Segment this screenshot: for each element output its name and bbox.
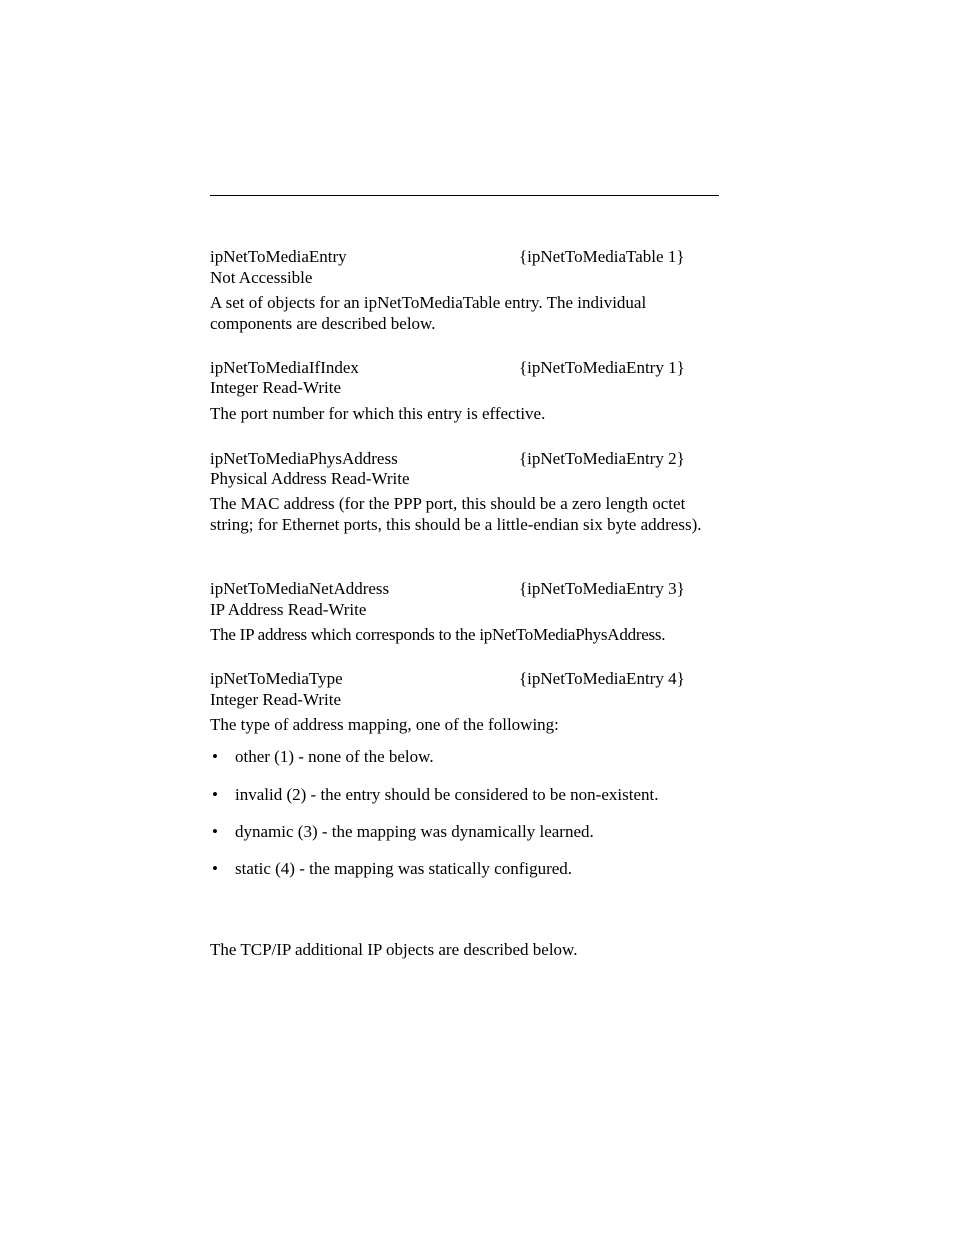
entry-access: Integer Read-Write xyxy=(210,690,341,709)
entry-oid: {ipNetToMediaEntry 4} xyxy=(519,669,685,688)
header-rule xyxy=(210,195,719,196)
entry-oid: {ipNetToMediaEntry 3} xyxy=(519,579,685,598)
list-item: invalid (2) - the entry should be considered to be non-existent. xyxy=(235,785,659,804)
entry-access: IP Address Read-Write xyxy=(210,600,367,619)
entry-description: The IP address which corresponds to the ipNetToMediaPhysAddress. xyxy=(210,625,666,644)
list-item: other (1) - none of the below. xyxy=(235,747,434,766)
bullet-icon: • xyxy=(212,859,218,878)
entry-oid: {ipNetToMediaTable 1} xyxy=(519,247,685,266)
entry-access: Not Accessible xyxy=(210,268,313,287)
entry-oid: {ipNetToMediaEntry 2} xyxy=(519,449,685,468)
list-item: dynamic (3) - the mapping was dynamically learned. xyxy=(235,822,594,841)
entry-access: Physical Address Read-Write xyxy=(210,469,410,488)
entry-oid: {ipNetToMediaEntry 1} xyxy=(519,358,685,377)
section-intro-text: The TCP/IP additional IP objects are described below. xyxy=(210,940,578,959)
entry-description: The type of address mapping, one of the following: xyxy=(210,715,559,734)
entry-description: The port number for which this entry is effective. xyxy=(210,404,546,423)
list-item: static (4) - the mapping was statically configured. xyxy=(235,859,573,878)
entry-name: ipNetToMediaEntry xyxy=(210,247,347,266)
entry-name: ipNetToMediaPhysAddress xyxy=(210,449,398,468)
entry-description: A set of objects for an ipNetToMediaTable entry. The individual components are described below. xyxy=(210,293,647,333)
entry-name: ipNetToMediaType xyxy=(210,669,343,688)
bullet-icon: • xyxy=(212,822,218,841)
entry-access: Integer Read-Write xyxy=(210,378,341,397)
bullet-icon: • xyxy=(212,747,218,766)
bullet-icon: • xyxy=(212,785,218,804)
entry-name: ipNetToMediaNetAddress xyxy=(210,579,390,598)
entry-name: ipNetToMediaIfIndex xyxy=(210,358,359,377)
entry-description: The MAC address (for the PPP port, this should be a zero length octet string; for Ethernet ports, this should be a little-endian six byte address). xyxy=(210,494,702,534)
